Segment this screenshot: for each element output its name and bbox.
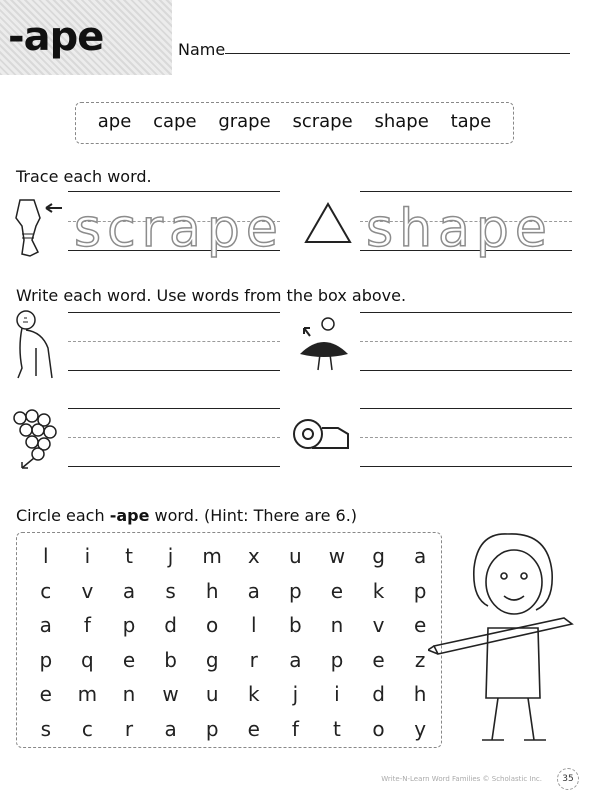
trace-word-shape[interactable]: shape	[366, 199, 553, 259]
word-search-letter[interactable]: f	[83, 613, 91, 638]
word-search-letter[interactable]: g	[372, 544, 385, 569]
cape-icon	[294, 314, 354, 372]
word-search-letter[interactable]: t	[333, 716, 341, 741]
word-search-letter[interactable]: c	[40, 578, 52, 603]
trace-heading: Trace each word.	[16, 167, 152, 186]
word-search-box	[16, 532, 442, 748]
word-search-letter[interactable]: c	[81, 716, 93, 741]
word-search-letter[interactable]: i	[334, 682, 340, 707]
word-search-letter[interactable]: g	[205, 647, 219, 672]
word-search-letter[interactable]: a	[39, 613, 52, 638]
word-search-letter[interactable]: h	[413, 682, 427, 707]
circle-heading-family: -ape	[109, 506, 150, 525]
word-search-letter[interactable]: h	[205, 578, 219, 603]
word-search-letter[interactable]: y	[414, 716, 427, 741]
word-search-letter[interactable]: m	[77, 682, 98, 707]
word-search-letter[interactable]: r	[249, 647, 258, 672]
word-search-letter[interactable]: e	[413, 613, 427, 638]
word-search-letter[interactable]: u	[289, 544, 302, 569]
word-search-letter[interactable]: w	[162, 682, 179, 707]
girl-with-pencil-icon	[428, 528, 578, 754]
word-search-letter[interactable]: d	[164, 613, 177, 638]
word-search-letter[interactable]: v	[372, 613, 385, 638]
word-bank	[75, 102, 514, 144]
word-search-letter[interactable]: n	[330, 613, 344, 638]
ape-icon	[12, 308, 58, 380]
circle-heading-suffix: word. (Hint: There are 6.)	[149, 506, 358, 525]
word-search-letter[interactable]: o	[372, 716, 385, 741]
triangle-shape-icon	[304, 201, 352, 245]
word-search-letter[interactable]: p	[289, 578, 302, 603]
word-search-letter[interactable]: k	[247, 682, 260, 707]
write-heading: Write each word. Use words from the box above.	[16, 286, 407, 305]
word-search-letter[interactable]: o	[206, 613, 219, 638]
word-search-letter[interactable]: a	[122, 578, 136, 603]
word-bank-item: shape	[374, 111, 429, 132]
knee-scrape-icon	[10, 196, 70, 262]
word-bank-item: tape	[450, 111, 492, 132]
word-search-letter[interactable]: d	[372, 682, 385, 707]
word-search-letter[interactable]: j	[292, 682, 299, 707]
word-bank-item: scrape	[292, 111, 353, 132]
word-bank-item: grape	[218, 111, 271, 132]
word-search-letter[interactable]: s	[165, 578, 176, 603]
page-number: 35	[557, 768, 579, 790]
word-search-letter[interactable]: l	[250, 613, 257, 638]
word-search-letter[interactable]: e	[330, 578, 344, 603]
word-search-letter[interactable]: n	[122, 682, 136, 707]
word-search-letter[interactable]: a	[164, 716, 177, 741]
word-search-letter[interactable]: p	[39, 647, 53, 672]
word-search-row	[25, 712, 441, 747]
circle-heading-prefix: Circle each	[16, 506, 110, 525]
grape-icon	[8, 404, 64, 474]
word-search-row	[25, 539, 441, 574]
name-label: Name	[178, 40, 226, 59]
word-search-letter[interactable]: p	[413, 578, 427, 603]
word-search-row	[25, 608, 441, 643]
footer-credit: Write-N-Learn Word Families © Scholastic Inc.	[381, 775, 542, 783]
word-search-letter[interactable]: e	[122, 647, 136, 672]
word-search-letter[interactable]: f	[291, 716, 299, 741]
word-search-letter[interactable]: e	[372, 647, 385, 672]
word-search-letter[interactable]: q	[81, 647, 94, 672]
word-search-letter[interactable]: u	[205, 682, 219, 707]
tape-icon	[292, 414, 352, 454]
word-search-letter[interactable]: a	[414, 544, 427, 569]
word-search-letter[interactable]: w	[328, 544, 346, 569]
word-search-letter[interactable]: a	[289, 647, 302, 672]
word-search-letter[interactable]: i	[84, 544, 91, 569]
word-search-letter[interactable]: s	[40, 716, 51, 741]
word-search-letter[interactable]: m	[202, 544, 222, 569]
word-search-letter[interactable]: p	[205, 716, 219, 741]
word-search-letter[interactable]: l	[43, 544, 49, 569]
word-search-letter[interactable]: r	[124, 716, 134, 741]
word-search-row	[25, 677, 441, 712]
word-search-letter[interactable]: b	[289, 613, 302, 638]
word-search-grid	[25, 539, 441, 746]
word-search-letter[interactable]: a	[247, 578, 260, 603]
word-search-letter[interactable]: j	[167, 544, 174, 569]
name-field[interactable]	[225, 53, 570, 54]
word-family-title: -ape	[8, 14, 104, 60]
word-search-letter[interactable]: v	[81, 578, 94, 603]
word-search-letter[interactable]: x	[247, 544, 260, 569]
word-search-row	[25, 574, 441, 609]
circle-heading	[16, 506, 357, 525]
word-search-row	[25, 643, 441, 678]
word-search-letter[interactable]: b	[164, 647, 177, 672]
word-bank-item: ape	[97, 111, 132, 132]
word-search-letter[interactable]: z	[414, 647, 426, 672]
word-bank-item: cape	[153, 111, 197, 132]
word-search-letter[interactable]: e	[247, 716, 260, 741]
word-search-letter[interactable]: t	[125, 544, 133, 569]
word-search-letter[interactable]: p	[330, 647, 344, 672]
word-search-letter[interactable]: e	[39, 682, 52, 707]
word-search-letter[interactable]: k	[372, 578, 385, 603]
word-search-letter[interactable]: p	[122, 613, 136, 638]
trace-word-scrape[interactable]: scrape	[74, 199, 284, 259]
